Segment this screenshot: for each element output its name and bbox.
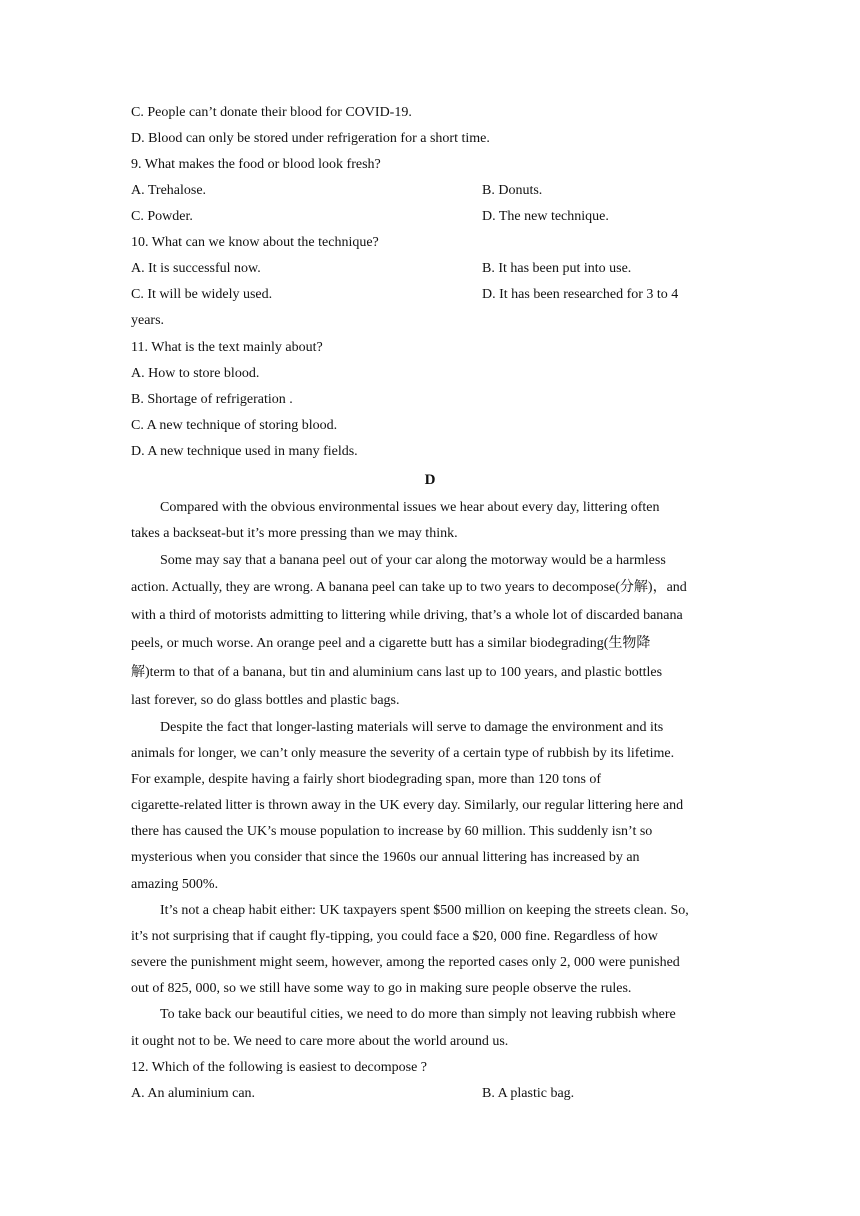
passage-line: amazing 500%. [131,877,219,892]
q11-question: 11. What is the text mainly about? [131,340,323,355]
passage-line: it’s not surprising that if caught fly-tipping, you could face a $20, 000 fine. Regardless of how [131,929,658,944]
passage-line: Despite the fact that longer-lasting materials will serve to damage the environment and its [160,720,664,735]
passage-line: out of 825, 000, so we still have some way to go in making sure people observe the rules. [131,981,632,996]
q11-option-b: B. Shortage of refrigeration . [131,392,293,407]
passage-line: To take back our beautiful cities, we need to do more than simply not leaving rubbish where [160,1007,676,1022]
q10-option-b: B. It has been put into use. [482,261,632,276]
passage-line: takes a backseat-but it’s more pressing than we may think. [131,526,458,541]
q12-option-b: B. A plastic bag. [482,1086,575,1101]
passage-line: last forever, so do glass bottles and plastic bags. [131,693,400,708]
passage-line: it ought not to be. We need to care more about the world around us. [131,1034,509,1049]
q12-question: 12. Which of the following is easiest to decompose ? [131,1060,428,1075]
q9-option-a: A. Trehalose. [131,183,207,198]
passage-line: Some may say that a banana peel out of your car along the motorway would be a harmless [160,553,666,568]
q9-option-c: C. Powder. [131,209,193,224]
passage-line: For example, despite having a fairly short biodegrading span, more than 120 tons of [131,772,602,787]
passage-line: 解)term to that of a banana, but tin and aluminium cans last up to 100 years, and plastic bottles [131,665,663,680]
passage-line: peels, or much worse. An orange peel and a cigarette butt has a similar biodegrading(生物降 [131,636,651,651]
passage-line: animals for longer, we can’t only measure the severity of a certain type of rubbish by its lifetime. [131,746,675,761]
q9-option-d: D. The new technique. [482,209,609,224]
q11-option-a: A. How to store blood. [131,366,260,381]
passage-line: It’s not a cheap habit either: UK taxpayers spent $500 million on keeping the streets clean. So, [160,903,689,918]
q8-option-d: D. Blood can only be stored under refrigeration for a short time. [131,131,490,146]
q11-option-c: C. A new technique of storing blood. [131,418,338,433]
passage-line: there has caused the UK’s mouse population to increase by 60 million. This suddenly isn’t so [131,824,653,839]
passage-line: action. Actually, they are wrong. A banana peel can take up to two years to decompose(分解)，and [131,580,687,595]
q8-option-c: C. People can’t donate their blood for COVID-19. [131,105,412,120]
q10-option-d-continued: years. [131,313,165,328]
q11-option-d: D. A new technique used in many fields. [131,444,358,459]
section-heading: D [424,472,436,488]
passage-line: Compared with the obvious environmental issues we hear about every day, littering often [160,500,660,515]
passage-line: mysterious when you consider that since the 1960s our annual littering has increased by an [131,850,640,865]
q10-option-c: C. It will be widely used. [131,287,273,302]
passage-line: severe the punishment might seem, however, among the reported cases only 2, 000 were punished [131,955,680,970]
q9-option-b: B. Donuts. [482,183,543,198]
passage-line: with a third of motorists admitting to littering while driving, that’s a whole lot of discarded banana [131,608,683,623]
q12-option-a: A. An aluminium can. [131,1086,256,1101]
q9-question: 9. What makes the food or blood look fresh? [131,157,381,172]
passage-line: cigarette-related litter is thrown away in the UK every day. Similarly, our regular littering here and [131,798,684,813]
q10-question: 10. What can we know about the technique? [131,235,379,250]
q10-option-d: D. It has been researched for 3 to 4 [482,287,679,302]
q10-option-a: A. It is successful now. [131,261,261,276]
